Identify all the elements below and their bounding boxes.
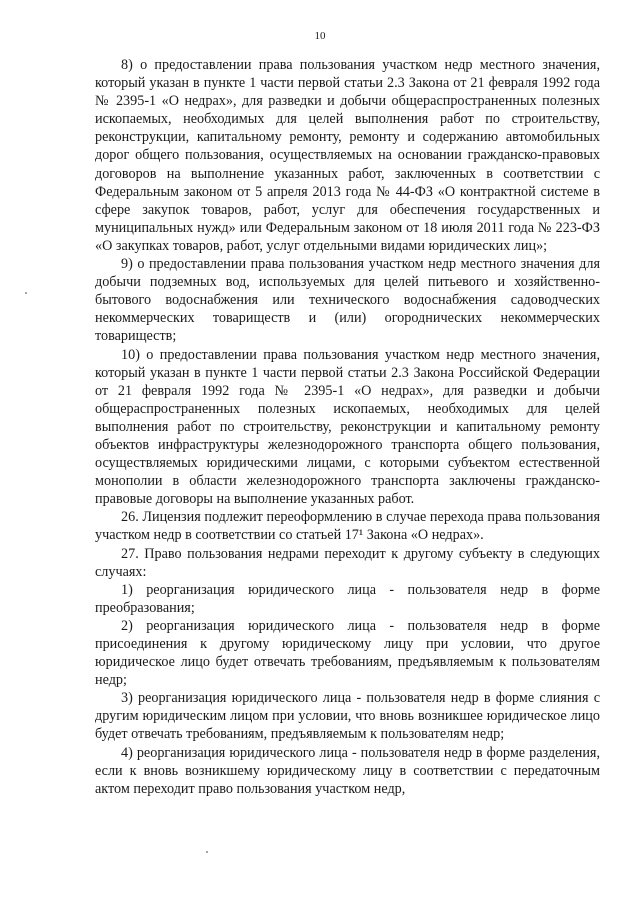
page-number: 10 xyxy=(314,30,326,42)
paragraph-case-2: 2) реорганизация юридического лица - пользователя недр в форме присоединения к другому юридическому лицу при условии, что другое юридическое лицо будет отвечать требованиям, предъявляемым к пользователям недр; xyxy=(95,617,600,689)
paragraph-case-4: 4) реорганизация юридического лица - пользователя недр в форме разделения, если к вновь возникшему юридическому лицу в соответствии с передаточным актом переходит право пользования участком недр, xyxy=(95,744,600,797)
document-body xyxy=(95,56,600,798)
scan-speck xyxy=(206,851,208,853)
paragraph-clause-27: 27. Право пользования недрами переходит к другому субъекту в следующих случаях: xyxy=(95,545,600,580)
paragraph-item-8: 8) о предоставлении права пользования участком недр местного значения, который указан в пункте 1 части первой статьи 2.3 Закона от 21 февраля 1992 года № 2395-1 «О недрах», для разведки и добычи общераспространенных полезных ископаемых, необходимых для целей выполнения работ по строительству, реконструкции, капитальному ремонту, ремонту и содержанию автомобильных дорог общего пользования, осуществляемых на основании гражданско-правовых договоров на выполнение указанных работ, заключенных в соответствии с Федеральным законом от 5 апреля 2013 года № 44-ФЗ «О контрактной системе в сфере закупок товаров, работ, услуг для обеспечения государственных и муниципальных нужд» или Федеральным законом от 18 июля 2011 года № 223-ФЗ «О закупках товаров, работ, услуг отдельными видами юридических лиц»; xyxy=(95,57,600,254)
paragraph-case-1: 1) реорганизация юридического лица - пользователя недр в форме преобразования; xyxy=(95,581,600,616)
paragraph-case-3: 3) реорганизация юридического лица - пользователя недр в форме слияния с другим юридическим лицом при условии, что вновь возникшее юридическое лицо будет отвечать требованиям, предъявляемым к пользователям недр; xyxy=(95,690,600,743)
scan-speck xyxy=(25,292,27,294)
paragraph-clause-26: 26. Лицензия подлежит переоформлению в случае перехода права пользования участком недр в соответствии со статьей 17¹ Закона «О недрах». xyxy=(95,509,600,544)
paragraph-item-9: 9) о предоставлении права пользования участком недр местного значения для добычи подземных вод, используемых для целей питьевого и хозяйственно-бытового водоснабжения или технического водоснабжения садоводческих некоммерческих товариществ и (или) огороднических некоммерческих товариществ; xyxy=(95,256,600,345)
paragraph-item-10: 10) о предоставлении права пользования участком недр местного значения, который указан в пункте 1 части первой статьи 2.3 Закона Российской Федерации от 21 февраля 1992 года № 2395-1 «О недрах», для разведки и добычи общераспространенных полезных ископаемых, необходимых для целей выполнения работ по строительству, реконструкции и капитальному ремонту объектов инфраструктуры железнодорожного транспорта общего пользования, осуществляемых юридическими лицами, с которыми субъектом естественной монополии в области железнодорожного транспорта заключены гражданско-правовые договоры на выполнение указанных работ. xyxy=(95,346,600,508)
